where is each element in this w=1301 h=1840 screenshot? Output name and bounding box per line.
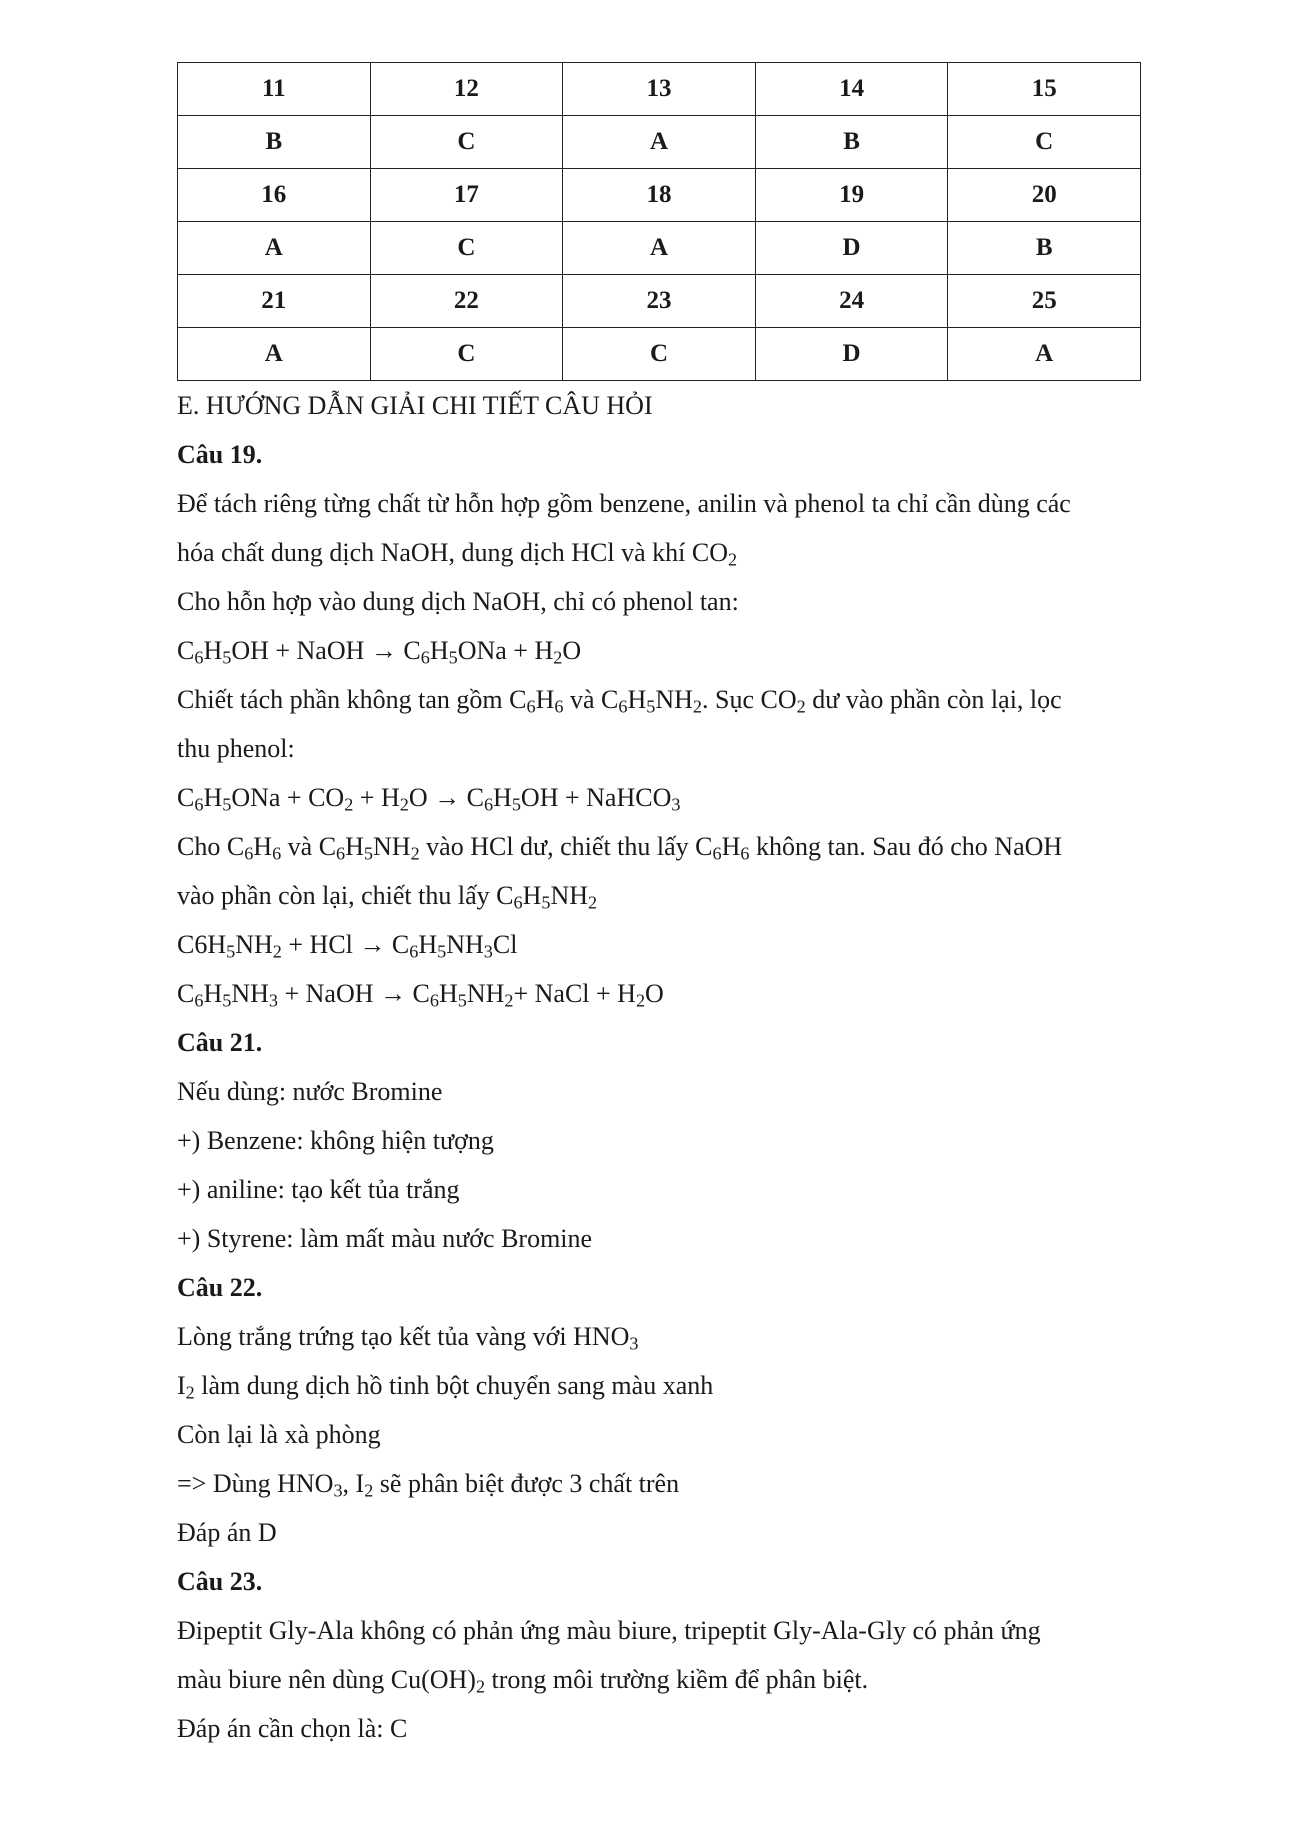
question-number-cell: 20 bbox=[948, 169, 1141, 222]
answer-letter-cell: A bbox=[563, 222, 756, 275]
q19-equation-1: $C_6H_5OH$ + NaOH → $C_6H_5ONa + H_2O$ bbox=[177, 636, 582, 668]
answer-letter-cell: C bbox=[948, 116, 1141, 169]
q19-step-1: Cho hỗn hợp vào dung dịch NaOH, chỉ có phenol tan: bbox=[177, 587, 739, 616]
q19-step-2-line-2: thu phenol: bbox=[177, 734, 295, 763]
question-number-cell: 22 bbox=[370, 275, 563, 328]
section-title: E. HƯỚNG DẪN GIẢI CHI TIẾT CÂU HỎI bbox=[177, 391, 653, 420]
question-number-cell: 12 bbox=[370, 63, 563, 116]
q23-answer: Đáp án cần chọn là: C bbox=[177, 1714, 408, 1743]
q22-line-3: Còn lại là xà phòng bbox=[177, 1420, 381, 1449]
q23-line-2: màu biure nên dùng $Cu(OH)_2$ trong môi trường kiềm để phân biệt. bbox=[177, 1665, 869, 1697]
answer-letter-cell: D bbox=[755, 328, 948, 381]
answer-letter-cell: A bbox=[178, 328, 371, 381]
question-number-cell: 15 bbox=[948, 63, 1141, 116]
q19-equation-2: $C_6H_5ONa + CO_2 + H_2O \to C_6H_5OH$ + NaHCO$_3$ bbox=[177, 783, 681, 815]
question-number-cell: 16 bbox=[178, 169, 371, 222]
question-number-cell: 11 bbox=[178, 63, 371, 116]
q19-intro-line-1: Để tách riêng từng chất từ hỗn hợp gồm benzene, anilin và phenol ta chỉ cần dùng các bbox=[177, 489, 1071, 518]
question-21-heading: Câu 21. bbox=[177, 1028, 263, 1057]
q19-step-3-line-1: Cho $C_6H_6$ và $C_6H_5NH_2$ vào HCl dư, chiết thu lấy $C_6H_6$ không tan. Sau đó cho NaOH bbox=[177, 832, 1063, 864]
answer-letter-cell: C bbox=[370, 328, 563, 381]
question-number-cell: 17 bbox=[370, 169, 563, 222]
question-number-cell: 24 bbox=[755, 275, 948, 328]
answer-key-table bbox=[177, 62, 1141, 381]
question-number-cell: 14 bbox=[755, 63, 948, 116]
q22-answer: Đáp án D bbox=[177, 1518, 277, 1547]
answer-letter-cell: A bbox=[178, 222, 371, 275]
q19-step-2-line-1: Chiết tách phần không tan gồm $C_6H_6$ và $C_6H_5NH_2$. Sục $CO_2$ dư vào phần còn lại, lọc bbox=[177, 685, 1062, 717]
q19-equation-3: $C6H_5NH_2$ + HCl → $C_6H_5NH_3Cl$ bbox=[177, 930, 518, 962]
answer-letter-cell: C bbox=[563, 328, 756, 381]
q21-line-1: Nếu dùng: nước Bromine bbox=[177, 1077, 443, 1106]
question-number-cell: 21 bbox=[178, 275, 371, 328]
q23-line-1: Đipeptit Gly-Ala không có phản ứng màu biure, tripeptit Gly-Ala-Gly có phản ứng bbox=[177, 1616, 1041, 1645]
question-number-cell: 19 bbox=[755, 169, 948, 222]
question-number-row bbox=[178, 63, 1141, 116]
answer-letter-cell: A bbox=[563, 116, 756, 169]
answer-letter-cell: B bbox=[948, 222, 1141, 275]
q19-step-3-line-2: vào phần còn lại, chiết thu lấy $C_6H_5NH_2$ bbox=[177, 881, 598, 913]
question-23-heading: Câu 23. bbox=[177, 1567, 263, 1596]
answer-letter-cell: B bbox=[755, 116, 948, 169]
answer-letter-row bbox=[178, 116, 1141, 169]
answer-letter-cell: C bbox=[370, 222, 563, 275]
answer-letter-cell: C bbox=[370, 116, 563, 169]
question-number-cell: 13 bbox=[563, 63, 756, 116]
question-number-cell: 25 bbox=[948, 275, 1141, 328]
question-number-cell: 18 bbox=[563, 169, 756, 222]
question-number-cell: 23 bbox=[563, 275, 756, 328]
q22-line-4: => Dùng $HNO_3$, $I_2$ sẽ phân biệt được 3 chất trên bbox=[177, 1469, 680, 1501]
q19-equation-4: $C_6H_5NH_3$ + NaOH → $C_6H_5NH_2+$ NaCl + $H_2O$ bbox=[177, 979, 664, 1011]
q21-line-3: +) aniline: tạo kết tủa trắng bbox=[177, 1175, 460, 1204]
q22-line-2: $I_2$ làm dung dịch hồ tinh bột chuyển sang màu xanh bbox=[177, 1371, 714, 1403]
q22-line-1: Lòng trắng trứng tạo kết tủa vàng với $HNO_3$ bbox=[177, 1322, 639, 1354]
answer-letter-row bbox=[178, 222, 1141, 275]
question-number-row bbox=[178, 169, 1141, 222]
q21-line-2: +) Benzene: không hiện tượng bbox=[177, 1126, 494, 1155]
document-page bbox=[177, 62, 1141, 1753]
answer-letter-cell: B bbox=[178, 116, 371, 169]
q21-line-4: +) Styrene: làm mất màu nước Bromine bbox=[177, 1224, 593, 1253]
question-19-heading: Câu 19. bbox=[177, 440, 263, 469]
question-number-row bbox=[178, 275, 1141, 328]
question-22-heading: Câu 22. bbox=[177, 1273, 263, 1302]
q19-intro-line-2: hóa chất dung dịch NaOH, dung dịch HCl và khí $CO_2$ bbox=[177, 538, 738, 570]
answer-letter-cell: A bbox=[948, 328, 1141, 381]
solution-body bbox=[177, 381, 1141, 1753]
answer-letter-cell: D bbox=[755, 222, 948, 275]
answer-letter-row bbox=[178, 328, 1141, 381]
